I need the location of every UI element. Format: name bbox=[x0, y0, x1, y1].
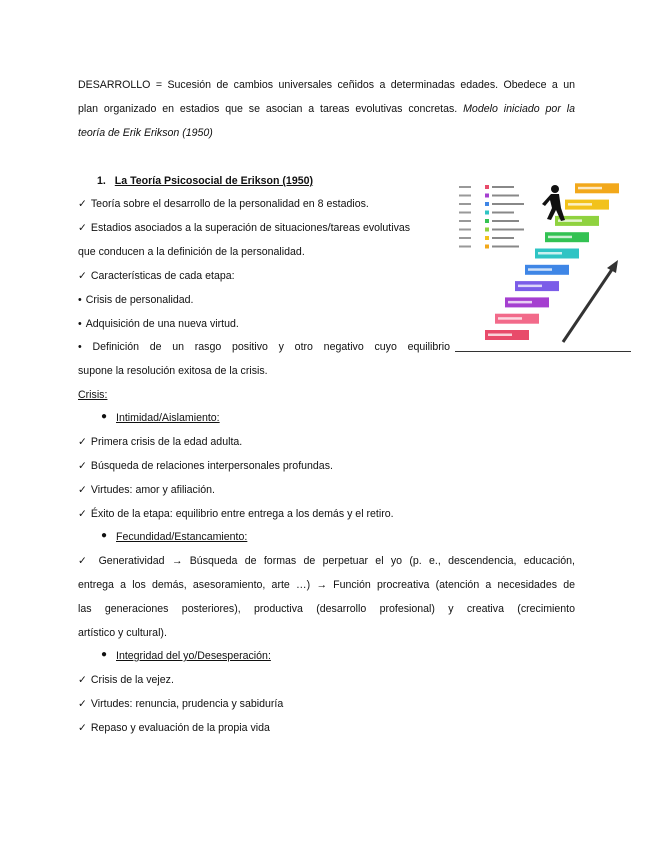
section-number: 1. bbox=[97, 175, 106, 187]
subheading-integridad: Integridad del yo/Desesperación: bbox=[116, 650, 271, 662]
legend-swatch bbox=[485, 185, 489, 189]
bullet-dot: ● bbox=[101, 411, 108, 422]
list-item: ✓ Primera crisis de la edad adulta. bbox=[78, 435, 242, 449]
legend-age-label bbox=[459, 229, 471, 231]
list-item-continuation: supone la resolución exitosa de la crisis. bbox=[78, 365, 268, 377]
list-item: • Crisis de personalidad. bbox=[78, 293, 193, 307]
erikson-stairs-figure bbox=[455, 182, 631, 354]
section-heading bbox=[97, 174, 313, 188]
list-item: ✓ Éxito de la etapa: equilibrio entre entrega a los demás y el retiro. bbox=[78, 507, 394, 521]
growth-arrow-icon bbox=[563, 260, 618, 342]
legend-age-label bbox=[459, 246, 471, 248]
paragraph-line: entrega a los demás, asesoramiento, arte …) → Función procreativa (atención a necesidades de bbox=[78, 579, 575, 591]
legend-swatch bbox=[485, 211, 489, 215]
section-title: La Teoría Psicosocial de Erikson (1950) bbox=[114, 175, 314, 187]
list-item: ✓ Búsqueda de relaciones interpersonales profundas. bbox=[78, 459, 333, 473]
subheading-fecundidad: Fecundidad/Estancamiento: bbox=[116, 531, 248, 543]
legend-stage-label bbox=[492, 212, 514, 214]
list-item-text: Definición de un rasgo positivo y otro negativo cuyo equilibrio bbox=[92, 341, 450, 353]
walking-person-icon bbox=[542, 185, 565, 221]
legend-swatch bbox=[485, 202, 489, 206]
list-item: • Adquisición de una nueva virtud. bbox=[78, 317, 239, 331]
intro-line-2-text: plan organizado en estadios que se asocian a tareas evolutivas concretas. bbox=[78, 103, 458, 115]
intro-line-2 bbox=[78, 102, 575, 116]
list-item bbox=[78, 340, 450, 354]
list-item: ✓ Virtudes: renuncia, prudencia y sabiduría bbox=[78, 697, 283, 711]
list-item: ✓ Teoría sobre el desarrollo de la personalidad en 8 estadios. bbox=[78, 197, 369, 211]
bullet-dot: ● bbox=[101, 530, 108, 541]
legend-stage-label bbox=[492, 186, 514, 188]
legend-age-label bbox=[459, 203, 471, 205]
bullet-glyph: • bbox=[78, 341, 93, 353]
legend-age-label bbox=[459, 186, 471, 188]
list-item: ✓ Crisis de la vejez. bbox=[78, 673, 174, 687]
stair-step-label bbox=[528, 268, 552, 271]
legend-stage-label bbox=[492, 237, 514, 239]
legend-swatch bbox=[485, 245, 489, 249]
legend-stage-label bbox=[492, 220, 519, 222]
figure-divider bbox=[455, 351, 631, 352]
legend-age-label bbox=[459, 195, 471, 197]
list-item-continuation: que conducen a la definición de la personalidad. bbox=[78, 246, 305, 258]
list-item: ✓ Virtudes: amor y afiliación. bbox=[78, 483, 215, 497]
legend-age-label bbox=[459, 237, 471, 239]
stair-step-label bbox=[568, 203, 592, 206]
intro-line-1: DESARROLLO = Sucesión de cambios universales ceñidos a determinadas edades. Obedece a un bbox=[78, 79, 575, 91]
paragraph-line bbox=[78, 554, 575, 568]
subheading-intimidad: Intimidad/Aislamiento: bbox=[116, 412, 220, 424]
legend-swatch bbox=[485, 194, 489, 198]
legend-swatch bbox=[485, 236, 489, 240]
legend-stage-label bbox=[492, 229, 524, 231]
crisis-heading: Crisis: bbox=[78, 389, 108, 401]
legend-stage-label bbox=[492, 246, 519, 248]
check-glyph: ✓ bbox=[78, 555, 99, 567]
legend-swatch bbox=[485, 228, 489, 232]
legend-stage-label bbox=[492, 203, 524, 205]
list-item: ✓ Repaso y evaluación de la propia vida bbox=[78, 721, 270, 735]
legend-age-label bbox=[459, 220, 471, 222]
legend-swatch bbox=[485, 219, 489, 223]
stair-step-label bbox=[488, 334, 512, 337]
legend-stage-label bbox=[492, 195, 519, 197]
list-item: ✓ Estadios asociados a la superación de situaciones/tareas evolutivas bbox=[78, 221, 410, 235]
intro-line-2-italic: Modelo iniciado por la bbox=[463, 103, 575, 115]
figure-legend bbox=[459, 185, 524, 249]
legend-age-label bbox=[459, 212, 471, 214]
stair-step-label bbox=[508, 301, 532, 304]
stair-step-label bbox=[578, 187, 602, 190]
stair-step-label bbox=[498, 317, 522, 320]
intro-line-3: teoría de Erik Erikson (1950) bbox=[78, 127, 213, 139]
list-item: ✓ Características de cada etapa: bbox=[78, 269, 235, 283]
stair-step-label bbox=[538, 252, 562, 255]
paragraph-text: Generatividad → Búsqueda de formas de perpetuar el yo (p. e., descendencia, educación, bbox=[98, 555, 575, 567]
paragraph-line: las generaciones posteriores), productiva (desarrollo profesional) y creativa (crecimiento bbox=[78, 603, 575, 615]
stair-step-label bbox=[518, 285, 542, 288]
stair-step-label bbox=[548, 236, 572, 239]
paragraph-line: artístico y cultural). bbox=[78, 627, 167, 639]
bullet-dot: ● bbox=[101, 649, 108, 660]
